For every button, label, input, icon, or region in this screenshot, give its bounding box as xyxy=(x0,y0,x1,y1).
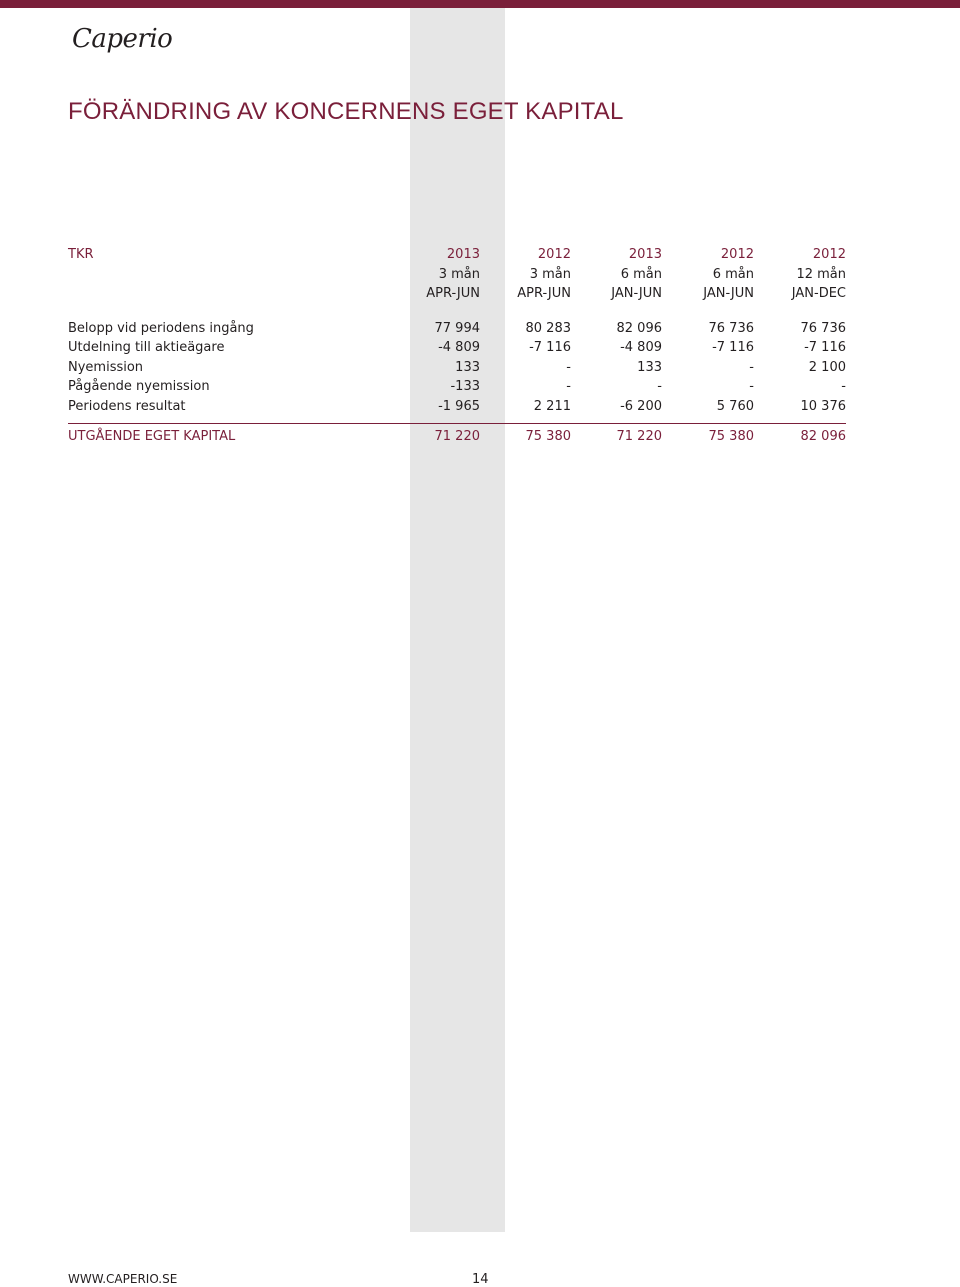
cell-value: -1 965 xyxy=(438,398,480,414)
cell-value: - xyxy=(566,379,571,394)
closing-value: 82 096 xyxy=(800,429,846,444)
equity-table xyxy=(68,245,846,448)
cell-value: 77 994 xyxy=(434,320,480,336)
row-label: Belopp vid periodens ingång xyxy=(68,320,254,336)
caperio-logo: Caperio xyxy=(72,24,173,54)
year-header: 2013 xyxy=(446,247,480,262)
period-header: APR-JUN xyxy=(426,286,480,301)
cell-value: - xyxy=(749,379,754,394)
year-header: 2012 xyxy=(537,247,571,262)
cell-value: 76 736 xyxy=(800,320,846,336)
duration-header: 12 mån xyxy=(796,266,846,282)
closing-value: 71 220 xyxy=(616,429,662,444)
cell-value: 10 376 xyxy=(800,398,846,414)
cell-value: 133 xyxy=(455,359,480,375)
duration-header: 6 mån xyxy=(712,266,754,282)
unit-label: TKR xyxy=(68,247,94,262)
duration-header: 6 mån xyxy=(620,266,662,282)
top-accent-bar xyxy=(0,0,960,8)
cell-value: 80 283 xyxy=(525,320,571,336)
cell-value: - xyxy=(841,379,846,394)
cell-value: 82 096 xyxy=(616,320,662,336)
closing-balance-row xyxy=(68,423,846,448)
closing-value: 71 220 xyxy=(434,429,480,444)
table-row xyxy=(68,397,846,417)
year-header: 2013 xyxy=(628,247,662,262)
period-header: JAN-JUN xyxy=(703,286,754,301)
cell-value: -7 116 xyxy=(804,340,846,355)
page-number: 14 xyxy=(472,1272,489,1287)
row-label: Utdelning till aktieägare xyxy=(68,340,225,355)
row-label: Nyemission xyxy=(68,359,144,375)
closing-label: UTGÅENDE EGET KAPITAL xyxy=(68,429,236,444)
year-header: 2012 xyxy=(812,247,846,262)
closing-value: 75 380 xyxy=(525,429,571,444)
table-row xyxy=(68,377,846,397)
closing-value: 75 380 xyxy=(708,429,754,444)
cell-value: - xyxy=(749,359,754,375)
cell-value: -4 809 xyxy=(438,340,480,355)
duration-header: 3 mån xyxy=(438,266,480,282)
cell-value: 133 xyxy=(637,359,662,375)
cell-value: - xyxy=(657,379,662,394)
cell-value: -4 809 xyxy=(620,340,662,355)
cell-value: 2 211 xyxy=(533,398,571,414)
row-label: Periodens resultat xyxy=(68,398,186,414)
footer-website: WWW.CAPERIO.SE xyxy=(68,1272,178,1286)
header-row-periods xyxy=(68,284,846,304)
year-header: 2012 xyxy=(720,247,754,262)
cell-value: -133 xyxy=(450,379,480,394)
table-row xyxy=(68,338,846,358)
highlighted-column-background xyxy=(410,8,505,1232)
table-row xyxy=(68,319,846,339)
period-header: APR-JUN xyxy=(517,286,571,301)
row-label: Pågående nyemission xyxy=(68,379,210,394)
header-row-years xyxy=(68,245,846,265)
cell-value: 76 736 xyxy=(708,320,754,336)
period-header: JAN-JUN xyxy=(611,286,662,301)
cell-value: - xyxy=(566,359,571,375)
page-title: FÖRÄNDRING AV KONCERNENS EGET KAPITAL xyxy=(68,98,624,125)
cell-value: 5 760 xyxy=(716,398,754,414)
duration-header: 3 mån xyxy=(529,266,571,282)
cell-value: -6 200 xyxy=(620,398,662,414)
cell-value: 2 100 xyxy=(808,359,846,375)
table-row xyxy=(68,358,846,378)
cell-value: -7 116 xyxy=(712,340,754,355)
header-row-durations xyxy=(68,265,846,285)
period-header: JAN-DEC xyxy=(791,286,846,301)
cell-value: -7 116 xyxy=(529,340,571,355)
